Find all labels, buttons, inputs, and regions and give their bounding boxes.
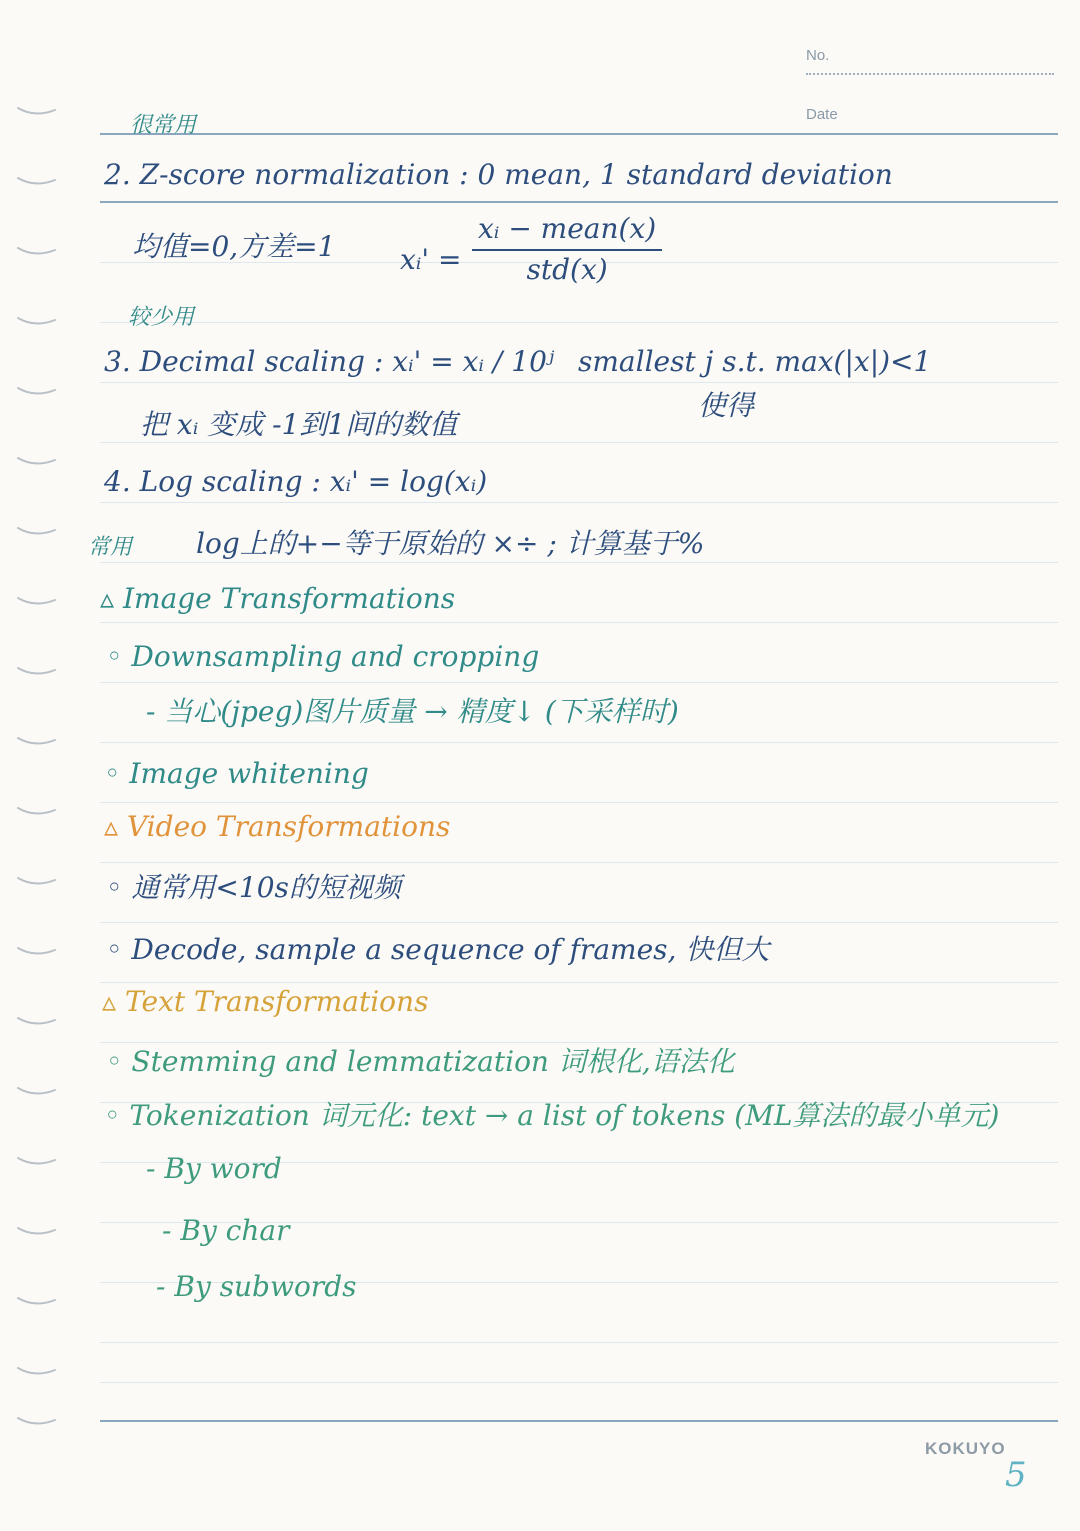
tag-less-common: 较少用 bbox=[128, 305, 195, 330]
title-rule bbox=[100, 201, 1058, 203]
zscore-heading: 2. Z-score normalization : 0 mean, 1 standard deviation bbox=[104, 158, 893, 191]
log-scaling-chinese-note: log上的+−等于原始的 ×÷ ; 计算基于% bbox=[196, 527, 705, 560]
page-number: 5 bbox=[1005, 1455, 1027, 1495]
zscore-formula-lhs: xᵢ' = bbox=[400, 243, 462, 276]
header-rule bbox=[100, 133, 1058, 135]
no-label: No. bbox=[806, 47, 830, 64]
ruled-line bbox=[100, 1382, 1058, 1383]
text-transformations-heading: ▵ Text Transformations bbox=[102, 985, 429, 1018]
zscore-denominator: std(x) bbox=[526, 253, 608, 286]
footer-rule bbox=[100, 1420, 1058, 1422]
ruled-line bbox=[100, 682, 1058, 683]
video-transformations-heading: ▵ Video Transformations bbox=[104, 810, 451, 843]
ruled-line bbox=[100, 742, 1058, 743]
tokenization-item: ◦ Tokenization 词元化: text → a list of tokens (ML算法的最小单元) bbox=[104, 1099, 1000, 1132]
decimal-scaling-condition: smallest j s.t. max(|x|)<1 bbox=[578, 345, 932, 378]
tag-very-common: 很常用 bbox=[130, 113, 197, 138]
date-label: Date bbox=[806, 106, 838, 123]
decimal-scaling-make: 使得 bbox=[698, 389, 755, 422]
ruled-line bbox=[100, 502, 1058, 503]
decode-frames-item: ◦ Decode, sample a sequence of frames, 快但大 bbox=[106, 933, 770, 966]
stemming-item: ◦ Stemming and lemmatization 词根化,语法化 bbox=[106, 1045, 735, 1078]
ruled-line bbox=[100, 1342, 1058, 1343]
ruled-line bbox=[100, 922, 1058, 923]
by-word-item: - By word bbox=[146, 1152, 282, 1185]
log-scaling-heading: 4. Log scaling : xᵢ' = log(xᵢ) bbox=[104, 465, 488, 498]
no-dotted-line bbox=[806, 73, 1054, 75]
decimal-scaling-chinese-note: 把 xᵢ 变成 -1到1间的数值 bbox=[140, 408, 458, 441]
zscore-chinese-note: 均值=0,方差=1 bbox=[132, 230, 336, 263]
binder-ring-holes bbox=[0, 0, 70, 1531]
decimal-scaling-heading: 3. Decimal scaling : xᵢ' = xᵢ / 10ʲ bbox=[104, 345, 555, 378]
short-video-item: ◦ 通常用<10s的短视频 bbox=[106, 871, 401, 904]
by-subwords-item: - By subwords bbox=[156, 1270, 357, 1303]
by-char-item: - By char bbox=[162, 1214, 290, 1247]
image-transformations-heading: ▵ Image Transformations bbox=[100, 582, 456, 615]
tag-common: 常用 bbox=[88, 535, 133, 560]
ruled-line bbox=[100, 862, 1058, 863]
ruled-line bbox=[100, 622, 1058, 623]
zscore-formula-fraction bbox=[472, 212, 662, 286]
downsampling-item: ◦ Downsampling and cropping bbox=[106, 640, 540, 673]
image-whitening-item: ◦ Image whitening bbox=[104, 757, 369, 790]
ruled-line bbox=[100, 562, 1058, 563]
downsampling-note: - 当心(jpeg)图片质量 → 精度↓ (下采样时) bbox=[146, 695, 679, 728]
ruled-line bbox=[100, 982, 1058, 983]
ruled-line bbox=[100, 322, 1058, 323]
ruled-line bbox=[100, 802, 1058, 803]
kokuyo-logo: KOKUYO bbox=[925, 1439, 1006, 1458]
ruled-line bbox=[100, 382, 1058, 383]
zscore-numerator: xᵢ − mean(x) bbox=[472, 212, 662, 251]
